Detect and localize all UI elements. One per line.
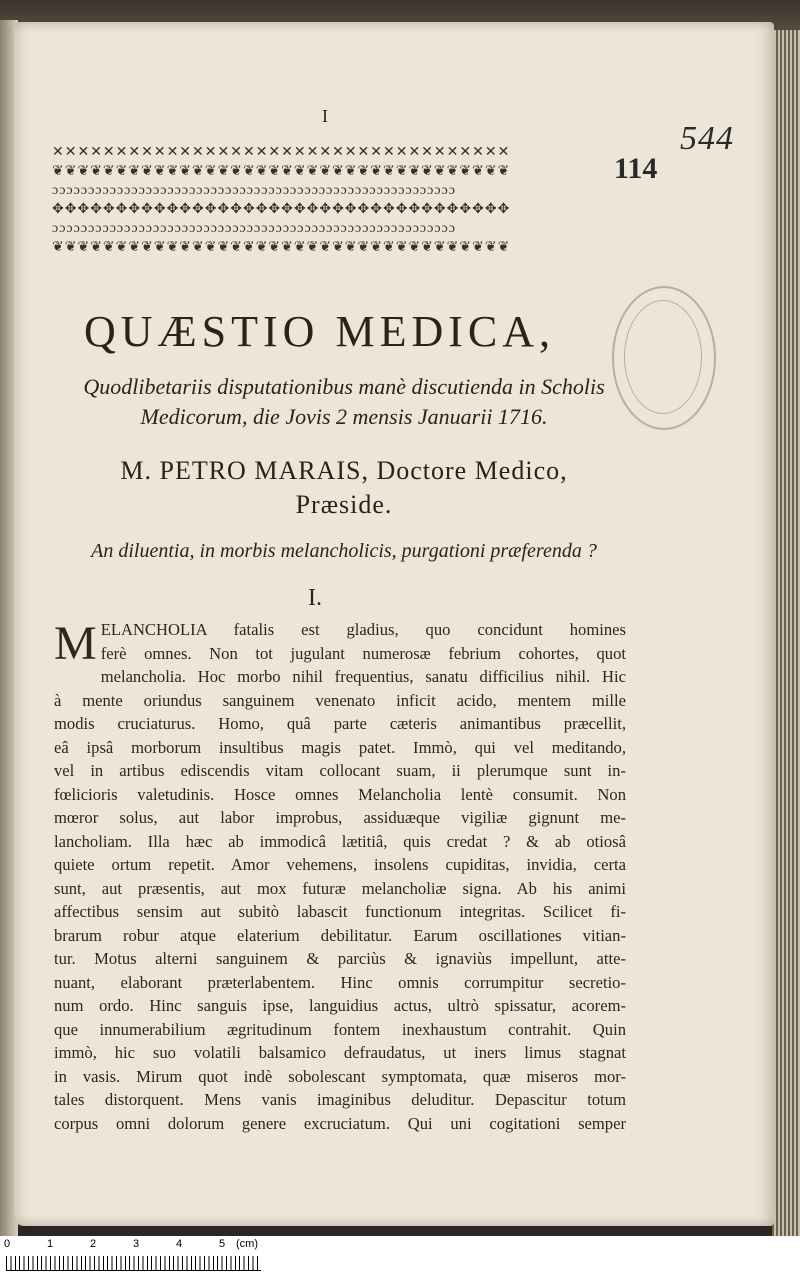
- text-line: fœlicioris valetudinis. Hosce omnes Melancholia lentè consumit. Non: [54, 784, 626, 804]
- text-line: vel in artibus ediscendis vitam collocant suam, ii plerumque sunt in-: [54, 761, 626, 780]
- text-line: in vasis. Mirum quot indè sobolescant symptomata, quæ miseros mor-: [54, 1066, 626, 1086]
- text-line: affectibus sensim aut subitò labascit functionum integritas. Scilicet fi-: [54, 902, 626, 921]
- ruler-labels: [4, 1238, 304, 1254]
- ornament-row: ✕✕✕✕✕✕✕✕✕✕✕✕✕✕✕✕✕✕✕✕✕✕✕✕✕✕✕✕✕✕✕✕✕✕✕✕: [52, 145, 511, 160]
- book-page-edges: [772, 30, 800, 1236]
- handwritten-number-2: 114: [614, 152, 658, 185]
- ruler-label: 5: [219, 1238, 226, 1250]
- text-line: quiete ortum repetit. Amor vehemens, insolens cupiditas, invidia, certa: [54, 855, 626, 874]
- ruler-label: 1: [47, 1238, 54, 1250]
- library-stamp: [612, 286, 716, 430]
- text-line: sunt, aut præsentis, aut mox futuræ melancholiæ signa. Ab his animi: [54, 878, 626, 898]
- praeses-line-1: M. PETRO MARAIS, Doctore Medico,: [120, 456, 568, 485]
- ruler-label: 2: [90, 1238, 97, 1250]
- ruler-ticks: [6, 1256, 261, 1271]
- text-line: immò, hic suo volatili balsamico defraudatus, ut iners limus stagnat: [54, 1043, 626, 1062]
- document-page: [14, 22, 774, 1226]
- stamp-inner-ring: [624, 300, 702, 414]
- text-line: que innumerabilium ægritudinum fontem inexhaustum contrahit. Quin: [54, 1019, 626, 1039]
- text-line: brarum robur atque elaterium debilitatur. Earum oscillationes vitian-: [54, 925, 626, 945]
- text-line: lancholiam. Illa hæc ab immodicâ lætitiâ, quis credat ? & ab otiosâ: [54, 831, 626, 851]
- scale-ruler: [0, 1236, 800, 1276]
- text-line: melancholia. Hoc morbo nihil frequentius, sanatu difficilius nihil. Hic: [100, 667, 626, 686]
- praeses-block: [54, 454, 634, 522]
- text-line: corpus omni dolorum genere excruciatum. Qui uni cogitationi semper: [54, 1113, 626, 1133]
- text-line: mœror solus, aut labor improbus, assiduæque vigiliæ gignunt me-: [54, 808, 626, 827]
- handwritten-number: 544: [680, 120, 734, 157]
- section-number: I.: [308, 585, 322, 611]
- ruler-label: 0: [4, 1238, 11, 1250]
- ornament-row: ɔɔɔɔɔɔɔɔɔɔɔɔɔɔɔɔɔɔɔɔɔɔɔɔɔɔɔɔɔɔɔɔɔɔɔɔɔɔɔɔɔɔɔɔɔɔɔɔɔɔɔɔɔɔɔɔ: [52, 183, 456, 198]
- text-line: num ordo. Hinc sanguis ipse, languidius actus, ultrò spissatur, acorem-: [54, 996, 626, 1015]
- text-line: eâ ipsâ morborum insultibus magis patet. Immò, qui vel meditando,: [54, 737, 626, 757]
- body-text: [54, 618, 626, 1135]
- page-number: I: [322, 106, 328, 126]
- document-title: QUÆSTIO MEDICA,: [84, 307, 555, 356]
- text-line: ferè omnes. Non tot jugulant numerosæ febrium cohortes, quot: [100, 643, 626, 663]
- drop-cap: M: [54, 617, 97, 670]
- praeses-line-2: Præside.: [295, 490, 393, 519]
- disputation-question: An diluentia, in morbis melancholicis, purgationi præferenda ?: [91, 540, 597, 562]
- ornament-row: ❦❦❦❦❦❦❦❦❦❦❦❦❦❦❦❦❦❦❦❦❦❦❦❦❦❦❦❦❦❦❦❦❦❦❦❦: [52, 240, 511, 255]
- document-subtitle: Quodlibetariis disputationibus manè discutienda in Scholis Medicorum, die Jovis 2 mensis Januarii 1716.: [83, 374, 605, 429]
- ruler-label: 4: [176, 1238, 183, 1250]
- ornamental-header-band: [52, 144, 612, 262]
- ruler-unit-label: (cm): [236, 1238, 258, 1250]
- ruler-label: 3: [133, 1238, 140, 1250]
- text-line: tur. Motus alterni sanguinem & parciùs & ignaviùs impellunt, atte-: [54, 949, 626, 968]
- ornament-row: ɔɔɔɔɔɔɔɔɔɔɔɔɔɔɔɔɔɔɔɔɔɔɔɔɔɔɔɔɔɔɔɔɔɔɔɔɔɔɔɔɔɔɔɔɔɔɔɔɔɔɔɔɔɔɔɔ: [52, 221, 456, 236]
- text-line: à mente oriundus sanguinem venenato inficit acido, mentem mille: [54, 690, 626, 710]
- text-line: ELANCHOLIA fatalis est gladius, quo concidunt homines: [100, 620, 626, 639]
- ornament-row: ❦❦❦❦❦❦❦❦❦❦❦❦❦❦❦❦❦❦❦❦❦❦❦❦❦❦❦❦❦❦❦❦❦❦❦❦: [52, 164, 511, 179]
- text-line: nuant, elaborant præterlabentem. Hinc omnis corrumpitur secretio-: [54, 972, 626, 992]
- text-line: tales distorquent. Mens vanis imaginibus deluditur. Depascitur totum: [54, 1090, 626, 1109]
- ornament-row: ✥✥✥✥✥✥✥✥✥✥✥✥✥✥✥✥✥✥✥✥✥✥✥✥✥✥✥✥✥✥✥✥✥✥✥✥: [52, 202, 511, 217]
- text-line: modis cruciaturus. Homo, quâ parte cæteris animantibus præcellit,: [54, 714, 626, 733]
